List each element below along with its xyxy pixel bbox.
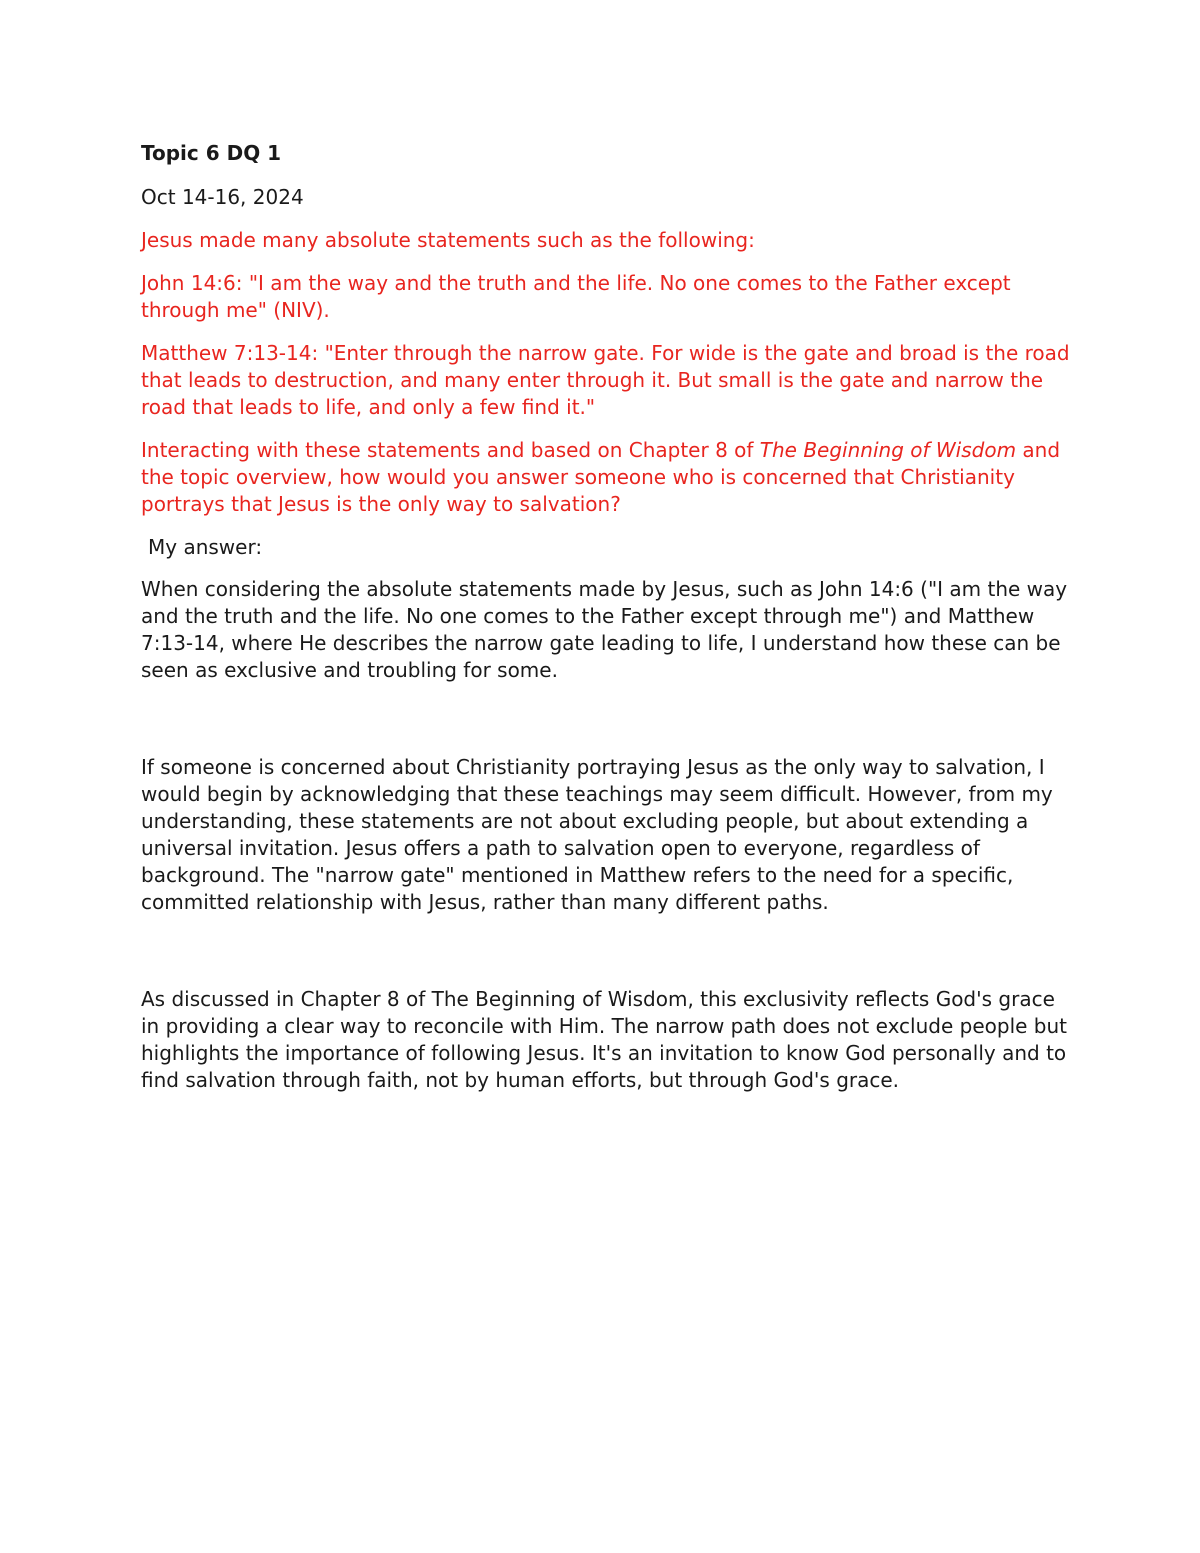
prompt-question-part2: and the topic overview, how would you answer someone who is concerned that Christianity portrays that Jesus is the only way to salvation? [141, 438, 1061, 516]
answer-paragraph-2: If someone is concerned about Christianity portraying Jesus as the only way to salvation, I would begin by acknowledging that these teachings may seem difficult. However, from my understanding, these statements are not about excluding people, but about extending a universal invitation. Jesus offers a path to salvation open to everyone, regardless of background. The "narrow gate" mentioned in Matthew refers to the need for a specific, committed relationship with Jesus, rather than many different paths. [141, 755, 1053, 914]
prompt-question [141, 437, 1071, 518]
answer-paragraph-1: When considering the absolute statements made by Jesus, such as John 14:6 ("I am the way and the truth and the life. No one comes to the Father except through me") and Matthew 7:13-14, where He describes the narrow gate leading to life, I understand how these can be seen as exclusive and troubling for some. [141, 577, 1068, 682]
prompt-intro: Jesus made many absolute statements such as the following: [141, 228, 755, 252]
answer-label: My answer: [148, 535, 263, 559]
prompt-quote-matthew: Matthew 7:13-14: "Enter through the narrow gate. For wide is the gate and broad is the road that leads to destruction, and many enter through it. But small is the gate and narrow the road that leads to life, and only a few find it." [141, 341, 1070, 419]
prompt-question-part1: Interacting with these statements and based on Chapter 8 of [141, 438, 760, 462]
document-body [141, 140, 1071, 1110]
document-date: Oct 14-16, 2024 [141, 185, 304, 209]
document-title: Topic 6 DQ 1 [141, 141, 282, 165]
paragraph-spacer [141, 932, 1071, 986]
answer-paragraph-3: As discussed in Chapter 8 of The Beginning of Wisdom, this exclusivity reflects God's grace in providing a clear way to reconcile with Him. The narrow path does not exclude people but highlights the importance of following Jesus. It's an invitation to know God personally and to find salvation through faith, not by human efforts, but through God's grace. [141, 987, 1068, 1092]
prompt-quote-john: John 14:6: "I am the way and the truth and the life. No one comes to the Father except through me" (NIV). [141, 271, 1011, 322]
paragraph-spacer [141, 700, 1071, 754]
prompt-question-book-title: The Beginning of Wisdom [759, 438, 1017, 462]
